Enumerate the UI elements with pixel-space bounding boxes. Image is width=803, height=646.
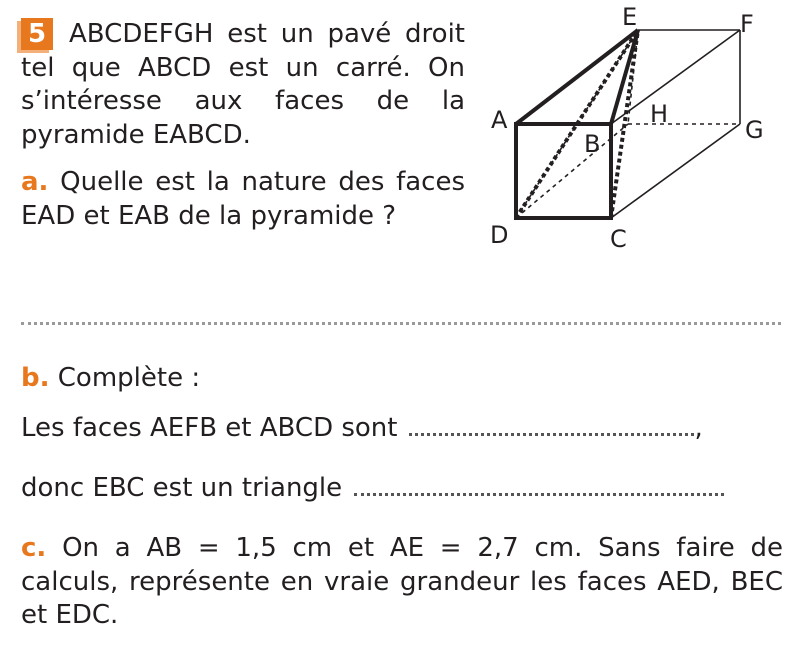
part-a [21,166,465,233]
part-c-text: On a AB = 1,5 cm et AE = 2,7 cm. Sans faire de calculs, représente en vraie grandeur les faces AED, BEC et EDC. [21,533,783,630]
part-b-line-2 [21,472,724,505]
vertex-label-A: A [491,106,508,134]
vertex-label-D: D [490,221,509,249]
vertex-label-F: F [740,10,754,38]
answer-blank-1[interactable] [409,413,694,436]
edge-CE [611,30,638,218]
answer-line-a[interactable] [21,322,781,325]
exercise-intro: ABCDEFGH est un pavé droit tel que ABCD est un carré. On s’intéresse aux faces de la pyramide EABCD. [21,19,465,150]
part-a-question: Quelle est la nature des faces EAD et EAB de la pyramide ? [21,167,466,231]
edge-CG [611,124,740,218]
vertex-label-G: G [745,116,764,144]
vertex-label-H: H [650,100,669,128]
cuboid-figure [480,0,800,260]
answer-blank-2[interactable] [354,473,724,496]
part-b-line-1-comma: , [694,413,703,443]
vertex-label-E: E [622,3,638,31]
part-a-letter: a. [21,167,49,197]
part-b-prompt-row [21,362,200,395]
part-b-line-2-text: donc EBC est un triangle [21,473,343,503]
exercise-number-badge: 5 [21,18,53,50]
vertex-label-C: C [610,225,627,253]
part-b-letter: b. [21,363,50,393]
edge-AE [516,30,638,124]
edge-BE [611,30,638,124]
part-c [21,532,783,633]
part-c-letter: c. [21,533,47,563]
part-b-line-1-text: Les faces AEFB et ABCD sont [21,413,398,443]
vertex-label-B: B [584,130,601,158]
part-b-line-1 [21,412,703,445]
part-b-prompt: Complète : [57,363,201,393]
